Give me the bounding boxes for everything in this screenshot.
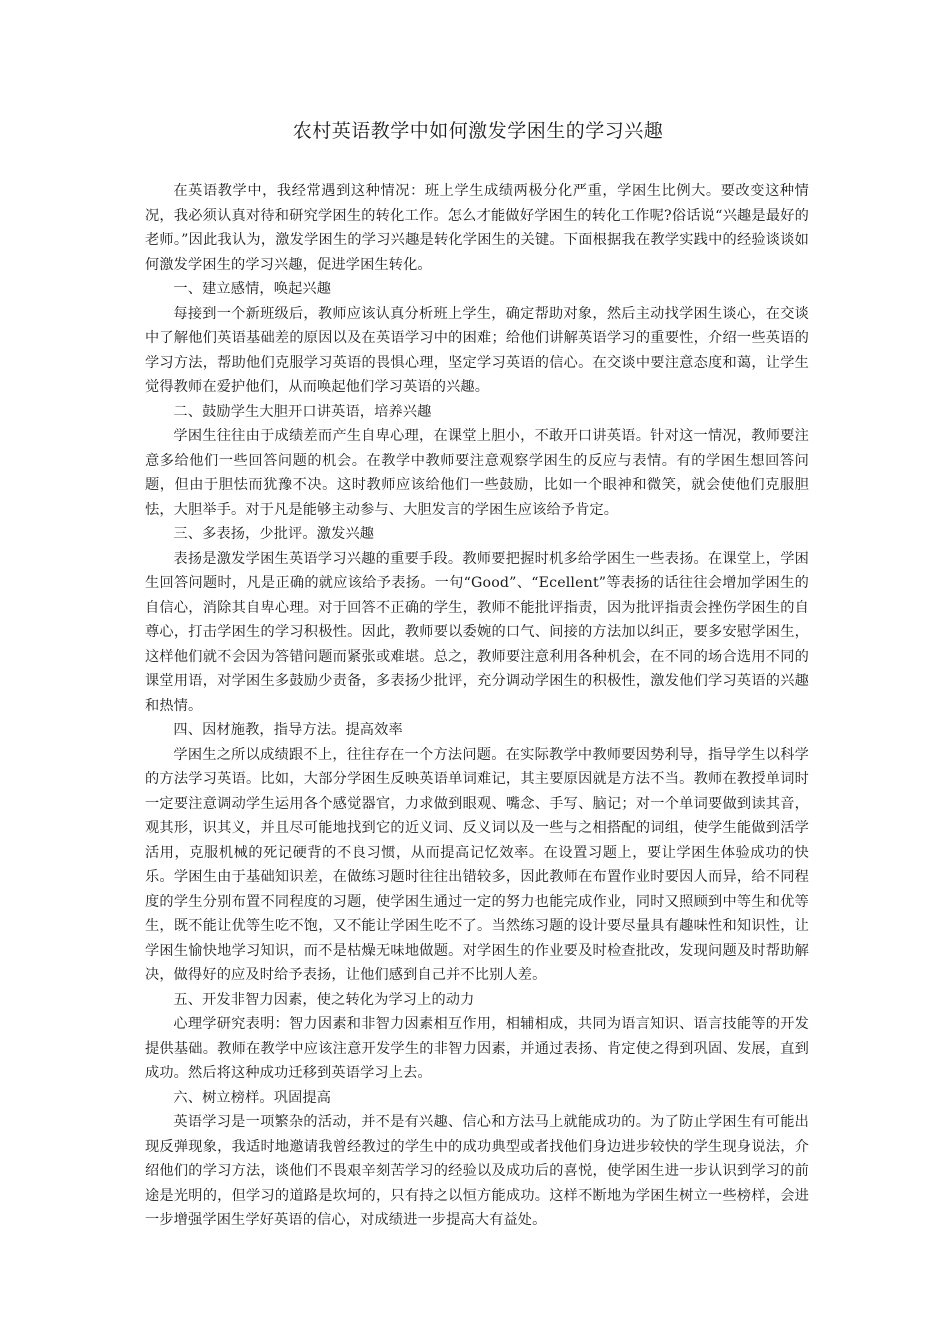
section-heading-3: 三、多表扬，少批评。激发兴趣 [173,526,375,542]
document-title: 农村英语教学中如何激发学困生的学习兴趣 [292,120,664,142]
section-body-1: 每接到一个新班级后，教师应该认真分析班上学生，确定帮助对象，然后主动找学困生谈心，在交谈中了解他们英语基础差的原因以及在英语学习中的困难；给他们讲解英语学习的重要性，介绍一些英语的学习方法，帮助他们克服学习英语的畏惧心理，坚定学习英语的信心。在交谈中要注意态度和蔼，让学生觉得教师在爱护他们，从而唤起他们学习英语的兴趣。 [145,305,809,395]
document-page [145,118,809,1233]
section-heading-4: 四、因材施教，指导方法。提高效率 [173,722,403,738]
section-heading-1: 一、建立感情，唤起兴趣 [173,281,332,297]
intro-paragraph: 在英语教学中，我经常遇到这种情况：班上学生成绩两极分化严重，学困生比例大。要改变这种情况，我必须认真对待和研究学困生的转化工作。怎么才能做好学困生的转化工作呢?俗话说“兴趣是最好的老师。”因此我认为，激发学困生的学习兴趣是转化学困生的关键。下面根据我在教学实践中的经验谈谈如何激发学困生的学习兴趣，促进学困生转化。 [145,183,809,273]
section-body-6: 英语学习是一项繁杂的活动，并不是有兴趣、信心和方法马上就能成功的。为了防止学困生有可能出现反弹现象，我适时地邀请我曾经教过的学生中的成功典型或者找他们身边进步较快的学生现身说法，介绍他们的学习方法，谈他们不畏艰辛刻苦学习的经验以及成功后的喜悦，使学困生进一步认识到学习的前途是光明的，但学习的道路是坎坷的，只有持之以恒方能成功。这样不断地为学困生树立一些榜样，会进一步增强学困生学好英语的信心，对成绩进一步提高大有益处。 [145,1114,809,1228]
section-heading-6: 六、树立榜样。巩固提高 [173,1089,332,1106]
section-body-2: 学困生往往由于成绩差而产生自卑心理，在课堂上胆小，不敢开口讲英语。针对这一情况，教师要注意多给他们一些回答问题的机会。在教学中教师要注意观察学困生的反应与表情。有的学困生想回答问题，但由于胆怯而犹豫不决。这时教师应该给他们一些鼓励，比如一个眼神和微笑，就会使他们克服胆怯，大胆举手。对于凡是能够主动参与、大胆发言的学困生应该给予肯定。 [145,428,809,518]
section-body-3: 表扬是激发学困生英语学习兴趣的重要手段。教师要把握时机多给学困生一些表扬。在课堂上，学困生回答问题时，凡是正确的就应该给予表扬。一句“Good”、“Ecellent”等表扬的话往往会增加学困生的自信心，消除其自卑心理。对于回答不正确的学生，教师不能批评指责，因为批评指责会挫伤学困生的自尊心，打击学困生的学习积极性。因此，教师要以委婉的口气、间接的方法加以纠正，要多安慰学困生，这样他们就不会因为答错问题而紧张或难堪。总之，教师要注意利用各种机会，在不同的场合选用不同的课堂用语，对学困生多鼓励少责备，多表扬少批评，充分调动学困生的积极性，激发他们学习英语的兴趣和热情。 [145,550,809,714]
section-heading-2: 二、鼓励学生大胆开口讲英语，培养兴趣 [173,403,432,420]
section-body-4: 学困生之所以成绩跟不上，往往存在一个方法问题。在实际教学中教师要因势利导，指导学生以科学的方法学习英语。比如，大部分学困生反映英语单词难记，其主要原因就是方法不当。教师在教授单词时一定要注意调动学生运用各个感觉器官，力求做到眼观、嘴念、手写、脑记；对一个单词要做到读其音，观其形，识其义，并且尽可能地找到它的近义词、反义词以及一些与之相搭配的词组，使学生能做到活学活用，克服机械的死记硬背的不良习惯，从而提高记忆效率。在设置习题上，要让学困生体验成功的快乐。学困生由于基础知识差，在做练习题时往往出错较多，因此教师在布置作业时要因人而异，给不同程度的学生分别布置不同程度的习题，使学困生通过一定的努力也能完成作业，同时又照顾到中等生和优等生，既不能让优等生吃不饱，又不能让学困生吃不了。当然练习题的设计要尽量具有趣味性和知识性，让学困生愉快地学习知识，而不是枯燥无味地做题。对学困生的作业要及时检查批改，发现问题及时帮助解决，做得好的应及时给予表扬，让他们感到自己并不比别人差。 [145,746,809,983]
section-heading-5: 五、开发非智力因素，使之转化为学习上的动力 [173,991,475,1008]
section-body-5: 心理学研究表明：智力因素和非智力因素相互作用，相辅相成，共同为语言知识、语言技能等的开发提供基础。教师在教学中应该注意开发学生的非智力因素，并通过表扬、肯定使之得到巩固、发展，直到成功。然后将这种成功迁移到英语学习上去。 [145,1016,809,1081]
